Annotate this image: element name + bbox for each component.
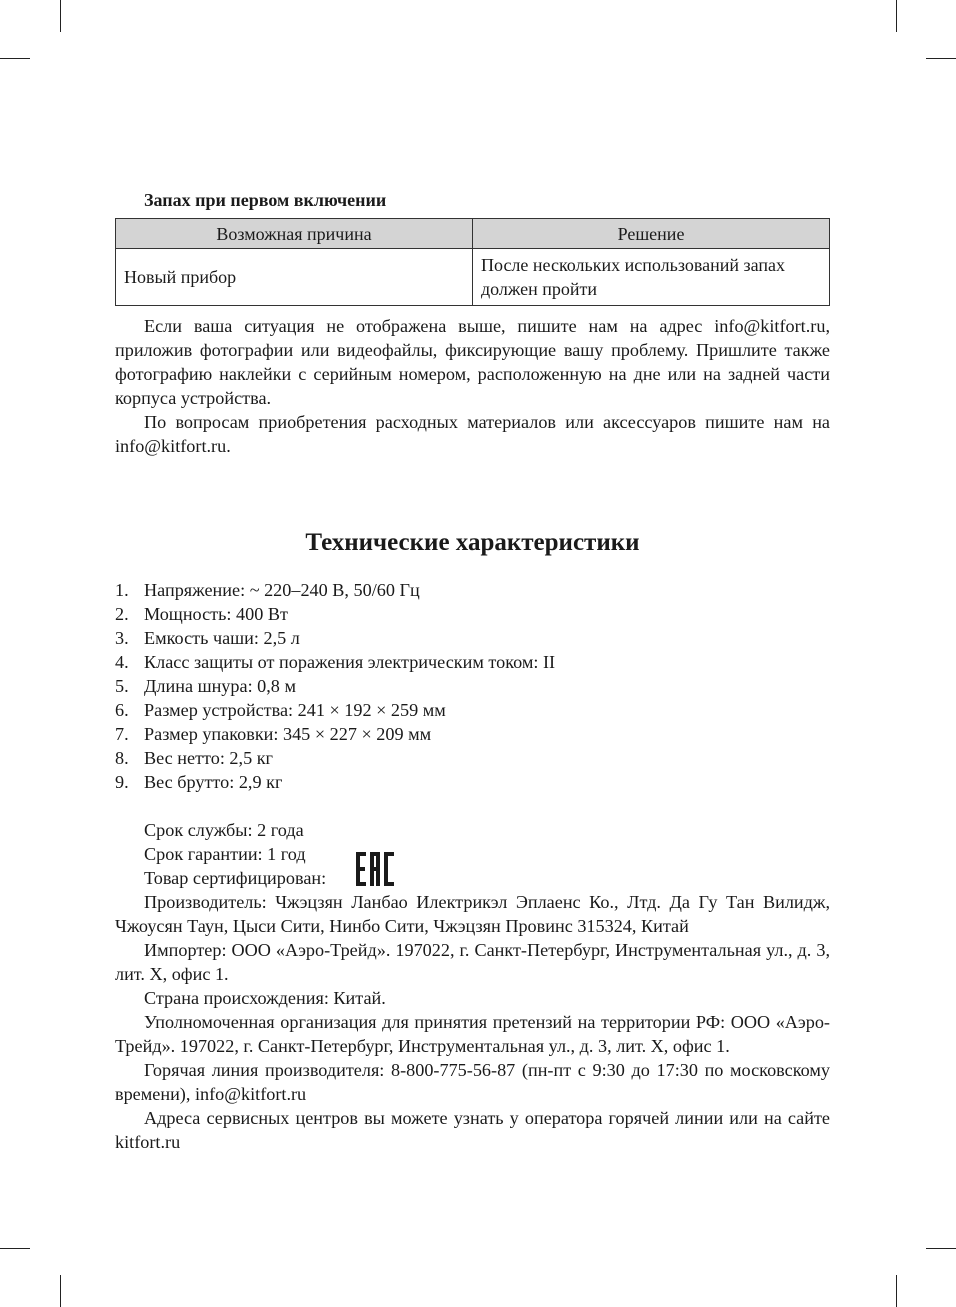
list-text: Размер упаковки: 345 × 227 × 209 мм <box>144 724 432 744</box>
list-item <box>115 674 830 698</box>
list-text: Напряжение: ~ 220–240 В, 50/60 Гц <box>144 580 420 600</box>
crop-mark <box>60 0 61 32</box>
info-paragraph: Уполномоченная организация для принятия претензий на территории РФ: ООО «Аэро-Трейд». 197022, г. Санкт-Петербург, Инструментальная ул., д. 3, лит. Х, офис 1. <box>115 1012 830 1056</box>
list-text: Класс защиты от поражения электрическим током: II <box>144 652 556 672</box>
contact-paragraph: По вопросам приобретения расходных материалов или аксессуаров пишите нам на info@kitfort.ru. <box>115 412 830 456</box>
info-paragraph: Импортер: ООО «Аэро-Трейд». 197022, г. Санкт-Петербург, Инструментальная ул., д. 3, лит. Х, офис 1. <box>115 940 830 984</box>
list-text: Емкость чаши: 2,5 л <box>144 628 300 648</box>
list-number: 5. <box>115 676 129 696</box>
page-content <box>115 188 830 1154</box>
list-text: Вес нетто: 2,5 кг <box>144 748 274 768</box>
list-number: 8. <box>115 748 129 768</box>
list-text: Длина шнура: 0,8 м <box>144 676 296 696</box>
crop-mark <box>926 58 956 59</box>
warranty: Срок гарантии: 1 год <box>144 844 306 864</box>
list-item <box>115 746 830 770</box>
list-item <box>115 722 830 746</box>
page-title: Технические характеристики <box>305 529 640 556</box>
list-number: 9. <box>115 772 129 792</box>
info-paragraph: Горячая линия производителя: 8-800-775-56-87 (пн-пт с 9:30 до 17:30 по московскому времени), info@kitfort.ru <box>115 1060 830 1104</box>
list-text: Размер устройства: 241 × 192 × 259 мм <box>144 700 446 720</box>
list-item <box>115 650 830 674</box>
list-number: 1. <box>115 580 129 600</box>
contact-paragraph: Если ваша ситуация не отображена выше, пишите нам на адрес info@kitfort.ru, приложив фотографии или видеофайлы, фиксирующие вашу проблему. Пришлите также фотографию наклейки с серийным номером, расположенную на дне или на задней части корпуса устройства. <box>115 316 830 408</box>
crop-mark <box>0 1248 30 1249</box>
table-header-solution: Решение <box>473 219 830 249</box>
crop-mark <box>896 0 897 32</box>
certification-row <box>115 866 830 890</box>
certified-label: Товар сертифицирован: <box>144 868 327 888</box>
list-number: 6. <box>115 700 129 720</box>
crop-mark <box>896 1275 897 1307</box>
list-number: 2. <box>115 604 129 624</box>
table-cell-cause: Новый прибор <box>116 249 473 306</box>
table-cell-solution: После нескольких использований запах должен пройти <box>473 249 830 306</box>
crop-mark <box>0 58 30 59</box>
specs-list <box>115 578 830 794</box>
table-header-row <box>116 219 830 249</box>
list-number: 7. <box>115 724 129 744</box>
info-paragraph: Адреса сервисных центров вы можете узнать у оператора горячей линии или на сайте kitfort.ru <box>115 1108 830 1152</box>
list-item <box>115 770 830 794</box>
list-item <box>115 578 830 602</box>
crop-mark <box>60 1275 61 1307</box>
list-item <box>115 698 830 722</box>
list-item <box>115 626 830 650</box>
troubleshooting-table <box>115 218 830 306</box>
eac-mark-icon <box>356 852 394 886</box>
list-number: 4. <box>115 652 129 672</box>
table-header-cause: Возможная причина <box>116 219 473 249</box>
list-text: Вес брутто: 2,9 кг <box>144 772 283 792</box>
service-life: Срок службы: 2 года <box>144 820 304 840</box>
list-text: Мощность: 400 Вт <box>144 604 288 624</box>
info-paragraph: Страна происхождения: Китай. <box>144 988 386 1008</box>
table-row <box>116 249 830 306</box>
crop-mark <box>926 1248 956 1249</box>
section-title-smell: Запах при первом включении <box>144 190 387 210</box>
list-number: 3. <box>115 628 129 648</box>
list-item <box>115 602 830 626</box>
info-paragraph: Производитель: Чжэцзян Ланбао Илектрикэл Эплаенс Ко., Лтд. Да Гу Тан Вилидж, Чжоусян Таун, Цыси Сити, Нинбо Сити, Чжэцзян Провинс 315324, Китай <box>115 892 830 936</box>
